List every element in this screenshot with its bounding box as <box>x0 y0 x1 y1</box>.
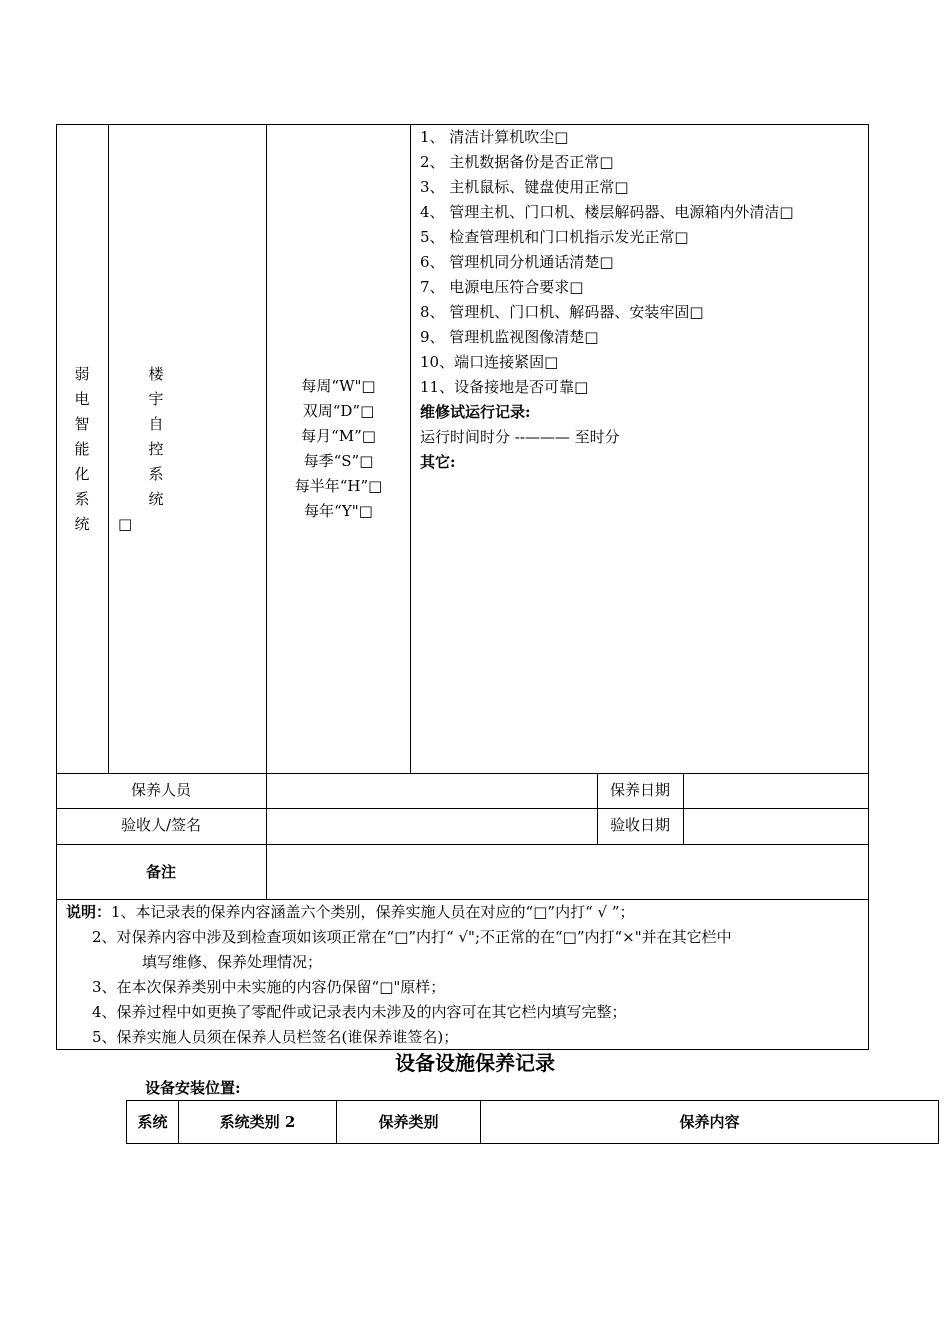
system-category-char: 能 <box>74 440 90 458</box>
maintain-date-field[interactable] <box>684 774 868 808</box>
header-system: 系统 <box>137 1113 168 1131</box>
instructions <box>66 900 866 1050</box>
remarks-label: 备注 <box>145 863 176 881</box>
instruction-line: 4、保养过程中如更换了零配件或记录表内未涉及的内容可在其它栏内填写完整； <box>92 1003 627 1021</box>
subsystem-checkbox[interactable]: □ <box>118 515 133 533</box>
acceptor-label: 验收人/签名 <box>120 816 202 834</box>
maintenance-items <box>420 125 794 475</box>
frequency-options <box>268 374 409 524</box>
system-category <box>60 362 104 537</box>
maintenance-item[interactable]: 11、设备接地是否可靠□ <box>420 378 589 396</box>
frequency-monthly[interactable]: 每月“M”□ <box>301 427 376 445</box>
instruction-line: 5、保养实施人员须在保养人员栏签名(谁保养谁签名)； <box>92 1028 459 1046</box>
run-time-text: 运行时间时分 --——— 至时分 <box>420 428 620 446</box>
header-maintenance-type: 保养类别 <box>378 1113 439 1131</box>
maintenance-item[interactable]: 10、端口连接紧固□ <box>420 353 559 371</box>
repair-record-label: 维修试运行记录: <box>420 403 531 421</box>
maintenance-item[interactable]: 9、 管理机监视图像清楚□ <box>420 328 599 346</box>
accept-date-label: 验收日期 <box>609 816 670 834</box>
header-maintenance-content: 保养内容 <box>679 1113 740 1131</box>
install-location-label: 设备安装位置: <box>145 1079 241 1097</box>
frequency-weekly[interactable]: 每周“W"□ <box>301 377 376 395</box>
maintenance-item[interactable]: 6、 管理机同分机通话清楚□ <box>420 253 614 271</box>
instruction-text: 1、本记录表的保养内容涵盖六个类别，保养实施人员在对应的“□”内打“ √ ”； <box>111 903 635 921</box>
other-label: 其它: <box>420 453 456 471</box>
frequency-biweekly[interactable]: 双周“D”□ <box>302 402 375 420</box>
instruction-line: 填写维修、保养处理情况； <box>142 953 323 971</box>
header-system-category: 系统类别 2 <box>219 1113 296 1131</box>
maintenance-item[interactable]: 4、 管理主机、门口机、楼层解码器、电源箱内外清洁□ <box>420 203 794 221</box>
divider <box>410 124 411 773</box>
maintenance-item[interactable]: 8、 管理机、门口机、解码器、安装牢固□ <box>420 303 704 321</box>
subsystem-char: 自 <box>148 415 164 433</box>
frequency-yearly[interactable]: 每年“Y"□ <box>304 502 373 520</box>
system-category-char: 系 <box>74 490 90 508</box>
subsystem-char: 宇 <box>148 390 164 408</box>
maintenance-item[interactable]: 7、 电源电压符合要求□ <box>420 278 584 296</box>
subsystem-char: 系 <box>148 465 164 483</box>
subsystem-char: 楼 <box>148 365 164 383</box>
system-category-char: 智 <box>74 415 90 433</box>
instructions-prefix: 说明： <box>66 903 112 921</box>
maintenance-item[interactable]: 1、 清洁计算机吹尘□ <box>420 128 569 146</box>
subsystem-char: 统 <box>148 490 164 508</box>
maintenance-item[interactable]: 2、 主机数据备份是否正常□ <box>420 153 614 171</box>
subsystem-name <box>134 362 178 512</box>
instruction-line <box>66 900 866 925</box>
system-category-char: 化 <box>74 465 90 483</box>
maintainer-label: 保养人员 <box>130 781 191 799</box>
system-category-char: 电 <box>74 390 90 408</box>
acceptor-signature-field[interactable] <box>267 809 596 844</box>
frequency-half-year[interactable]: 每半年“H”□ <box>294 477 383 495</box>
maintain-date-label: 保养日期 <box>609 781 670 799</box>
maintenance-item[interactable]: 5、 检查管理机和门口机指示发光正常□ <box>420 228 689 246</box>
frequency-quarterly[interactable]: 每季“S”□ <box>303 452 374 470</box>
system-category-char: 弱 <box>74 365 90 383</box>
maintenance-item[interactable]: 3、 主机鼠标、键盘使用正常□ <box>420 178 629 196</box>
instruction-line: 3、在本次保养类别中未实施的内容仍保留“□"原样； <box>92 978 446 996</box>
subsystem-char: 控 <box>148 440 164 458</box>
system-category-char: 统 <box>74 515 90 533</box>
accept-date-field[interactable] <box>684 809 868 844</box>
divider <box>108 124 109 773</box>
instruction-line: 2、对保养内容中涉及到检查项如该项正常在“□”内打“ √";不正常的在“□”内打“×"并在其它栏中 <box>92 928 732 946</box>
remarks-field[interactable] <box>267 845 868 899</box>
form-title: 设备设施保养记录 <box>395 1051 555 1075</box>
maintainer-field[interactable] <box>267 774 596 808</box>
